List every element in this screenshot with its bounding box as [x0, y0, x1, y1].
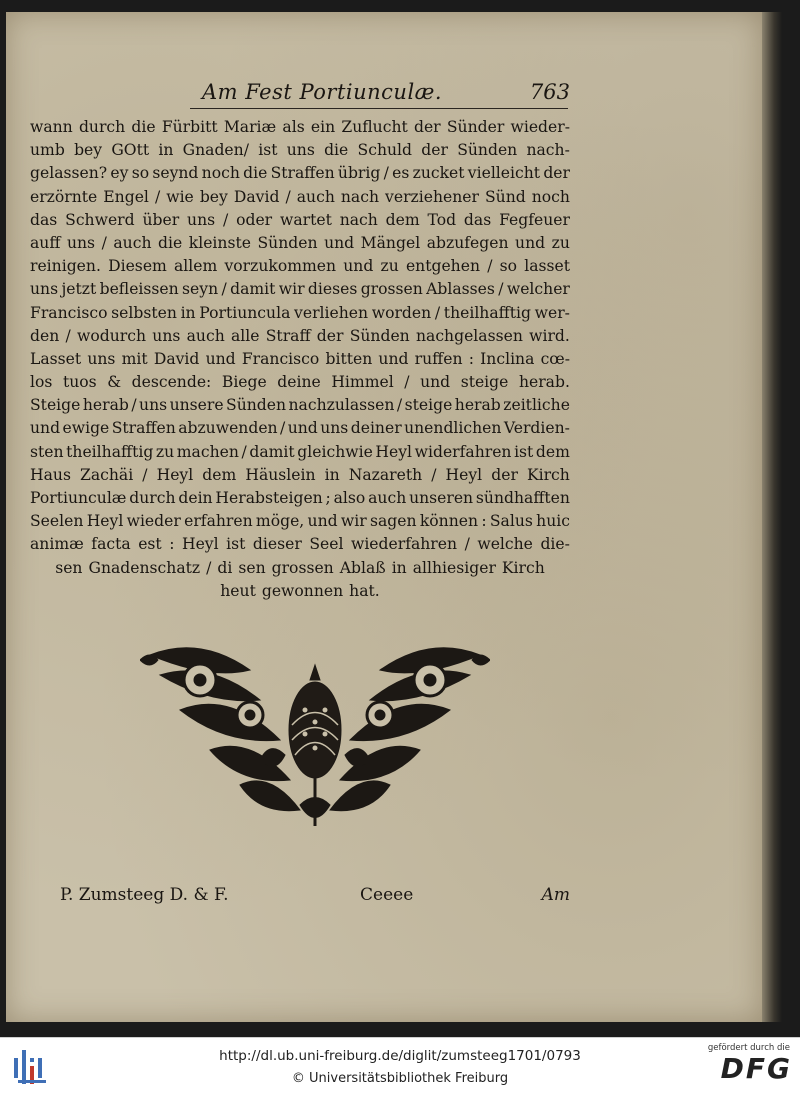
header-title: Am Fest Portiunculæ. — [202, 80, 443, 104]
text-line: animæ facta est : Heyl ist dieser Seel wiederfahren / welche die- — [30, 535, 570, 554]
floral-ornament — [140, 630, 490, 830]
text-line: wann durch die Fürbitt Mariæ als ein Zuflucht der Sünder wieder- — [30, 118, 570, 136]
running-header — [190, 80, 570, 108]
text-line: Seelen Heyl wieder erfahren möge, und wir sagen können : Salus huic — [30, 512, 570, 531]
funder-caption: gefördert durch die — [707, 1043, 790, 1053]
page-number: 763 — [529, 80, 570, 104]
dfg-logo[interactable] — [702, 1043, 792, 1091]
text-line: sten theilhafftig zu machen / damit gleichwie Heyl widerfahren ist dem — [30, 442, 570, 461]
header-rule — [190, 108, 568, 109]
text-line: Francisco selbsten in Portiuncula verliehen worden / theilhafftig wer- — [30, 303, 570, 322]
text-line: gelassen? ey so seynd noch die Straffen übrig / es zucket vielleicht der — [30, 164, 570, 183]
text-line: heut gewonnen hat. — [220, 581, 380, 600]
text-line: das Schwerd über uns / oder wartet nach dem Tod das Fegfeuer — [30, 210, 570, 229]
text-line: sen Gnadenschatz / di sen grossen Ablaß in allhiesiger Kirch — [55, 558, 545, 577]
text-line: Portiunculæ durch dein Herabsteigen ; also auch unseren sündhafften — [30, 489, 570, 507]
text-line: Lasset uns mit David und Francisco bitten und ruffen : Inclina cœ- — [30, 349, 570, 368]
viewer-footer — [0, 1037, 800, 1095]
page-footer — [60, 885, 570, 911]
printer-signature: P. Zumsteeg D. & F. — [60, 885, 229, 905]
text-line: umb bey GOtt in Gnaden/ ist uns die Schuld der Sünden nach- — [30, 141, 570, 160]
text-line: Haus Zachäi / Heyl dem Häuslein in Nazareth / Heyl der Kirch — [30, 465, 570, 484]
text-line: und ewige Straffen abzuwenden / und uns deiner unendlichen Verdien- — [30, 419, 570, 438]
text-line: uns jetzt befleissen seyn / damit wir dieses grossen Ablasses / welcher — [30, 280, 570, 299]
permalink[interactable]: http://dl.ub.uni-freiburg.de/diglit/zumsteeg1701/0793 — [219, 1048, 581, 1064]
text-line: reinigen. Diesem allem vorzukommen und zu entgehen / so lasset — [30, 257, 570, 276]
page-edge — [762, 12, 782, 1022]
signature-mark: Ceeee — [360, 885, 414, 905]
text-line: Steige herab / uns unsere Sünden nachzulassen / steige herab zeitliche — [30, 396, 570, 415]
body-text — [30, 116, 570, 603]
text-line: los tuos & descende: Biege deine Himmel / und steige herab. — [30, 373, 570, 392]
funder-logo: DFG — [720, 1052, 792, 1085]
catchword: Am — [541, 885, 570, 905]
text-line: den / wodurch uns auch alle Straff der Sünden nachgelassen wird. — [30, 326, 570, 345]
text-line: auff uns / auch die kleinste Sünden und Mängel abzufegen und zu — [30, 233, 570, 252]
copyright-notice: © Universitätsbibliothek Freiburg — [291, 1071, 509, 1086]
text-line: erzörnte Engel / wie bey David / auch nach verziehener Sünd noch — [30, 187, 570, 206]
